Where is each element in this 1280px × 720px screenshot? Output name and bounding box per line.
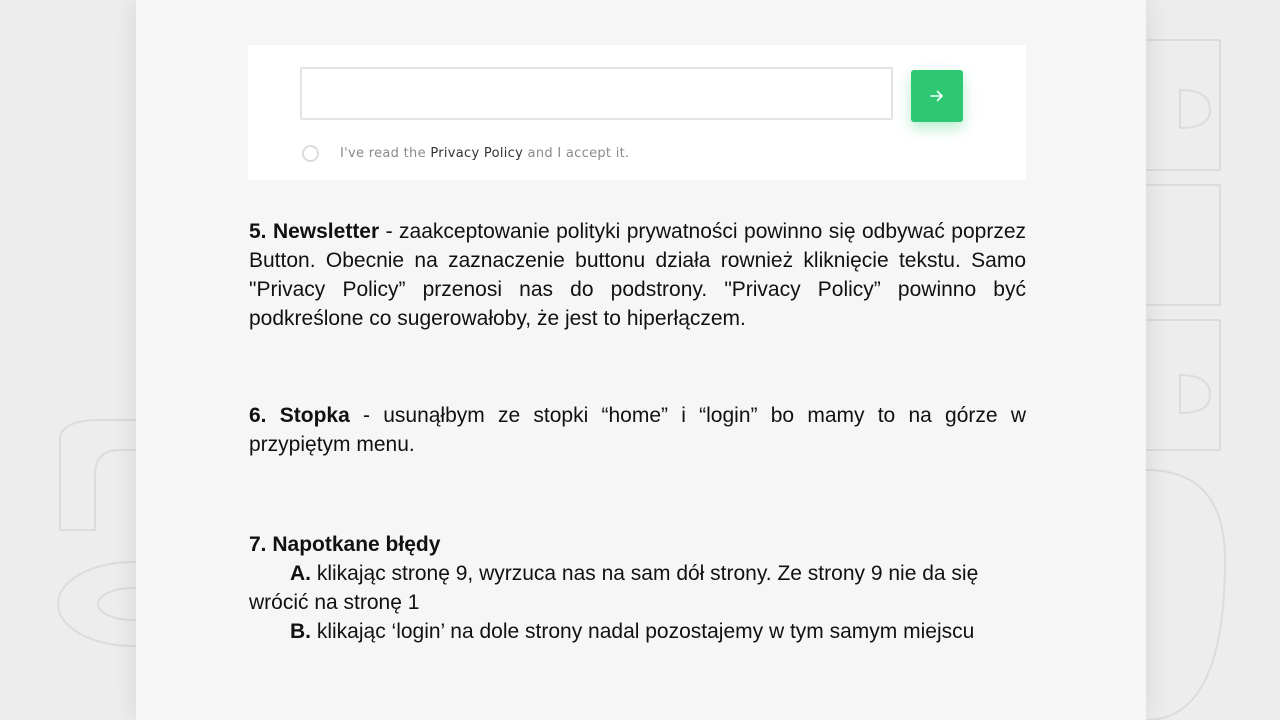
bug-item-a [249,559,1026,588]
section-newsletter-title: 5. Newsletter [249,220,380,243]
bug-item-a-marker: A. [290,562,311,585]
section-newsletter [249,217,1026,333]
section-bugs [249,530,1026,646]
newsletter-email-input[interactable] [300,67,893,120]
consent-suffix: and I accept it. [527,146,630,161]
section-footer [249,401,1026,459]
consent-prefix: I've read the [340,146,426,161]
bug-item-b-text: klikając ‘login’ na dole strony nadal pozostajemy w tym samym miejscu [311,620,975,643]
newsletter-screenshot [248,45,1026,180]
section-bugs-title: 7. Napotkane błędy [249,533,441,556]
bug-item-b-marker: B. [290,620,311,643]
bug-item-b [249,617,1026,646]
section-footer-title: 6. Stopka [249,404,350,427]
privacy-policy-link[interactable]: Privacy Policy [430,146,524,161]
privacy-consent-label[interactable] [340,146,630,161]
bug-item-a-continuation: wrócić na stronę 1 [249,591,420,614]
document-page [136,0,1146,720]
section-newsletter-body: - zaakceptowanie polityki prywatności powinno się odbywać poprzez Button. Obecnie na zaznaczenie buttonu działa rownież kliknięcie tekstu. Samo "Privacy Policy” przenosi nas do podstrony. "Privacy Policy” powinno być podkreślone co sugerowałoby, że jest to hiperłączem. [249,220,1027,330]
bug-item-a-text: klikając stronę 9, wyrzuca nas na sam dół strony. Ze strony 9 nie da się [311,562,979,585]
newsletter-submit-button[interactable] [911,70,963,122]
section-footer-body: - usunąłbym ze stopki “home” i “login” bo mamy to na górze w przypiętym menu. [249,404,1026,456]
privacy-consent-radio[interactable] [302,145,319,162]
arrow-right-icon [930,89,944,103]
